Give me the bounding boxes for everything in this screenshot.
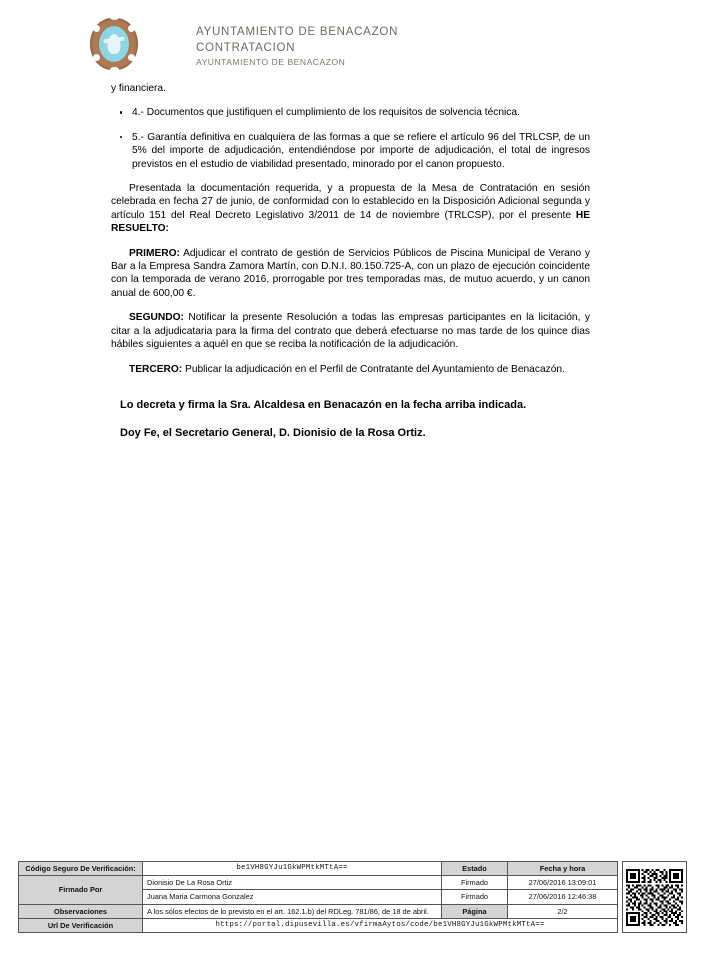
- value-signer-fecha-1: 27/06/2016 13:09:01: [508, 876, 618, 890]
- column-header-pagina: Página: [442, 904, 508, 918]
- primero-label: PRIMERO:: [129, 247, 180, 259]
- list-item: [111, 131, 590, 171]
- value-signer-name-2: Juana Maria Carmona Gonzalez: [143, 890, 442, 904]
- header-org-name: AYUNTAMIENTO DE BENACAZON: [196, 26, 399, 38]
- value-signer-name-1: Dionisio De La Rosa Ortiz: [143, 876, 442, 890]
- column-header-estado: Estado: [442, 862, 508, 876]
- value-signer-estado-1: Firmado: [442, 876, 508, 890]
- paragraph-primero: [111, 247, 590, 301]
- label-csv: Código Seguro De Verificación:: [19, 862, 143, 876]
- table-row: [19, 918, 618, 932]
- header-department: CONTRATACION: [196, 42, 296, 54]
- document-header: [0, 0, 705, 80]
- value-csv-code: be1VH8GYJu1GkWPMtkMTtA==: [143, 862, 442, 876]
- value-signer-fecha-2: 27/06/2016 12:46:38: [508, 890, 618, 904]
- table-row: [19, 862, 618, 876]
- decree-statement: Lo decreta y firma la Sra. Alcaldesa en Benacazón en la fecha arriba indicada.: [120, 398, 527, 411]
- presentada-text: Presentada la documentación requerida, y a propuesta de la Mesa de Contratación en sesión celebrada en fecha 27 de junio, de conformidad con lo establecido en la Disposición Adicional segunda y artículo 151 del Real Decreto Legislativo 3/2011 de 14 de noviembre (TRLCSP), por el presente: [111, 183, 590, 221]
- document-body: [111, 82, 590, 455]
- table-row: [19, 904, 618, 918]
- bullet-item-5-text: 5.- Garantía definitiva en cualquiera de las formas a que se refiere el artículo 96 del TRLCSP, de un 5% del importe de adjudicación, entendiéndose por importe de adjudicación, el total de ingresos previstos en el estudio de viabilidad presentado, minorado por el canon propuesto.: [132, 131, 590, 170]
- value-signer-estado-2: Firmado: [442, 890, 508, 904]
- value-verification-url[interactable]: https://portal.dipusevilla.es/vfirmaAytos/code/be1VH8GYJu1GkWPMtkMTtA==: [143, 918, 618, 932]
- bullet-item-4-text: 4.- Documentos que justifiquen el cumplimiento de los requisitos de solvencia técnica.: [132, 107, 520, 119]
- label-firmado-por: Firmado Por: [19, 876, 143, 904]
- header-org-subtitle: AYUNTAMIENTO DE BENACAZON: [196, 57, 346, 67]
- label-observaciones: Observaciones: [19, 904, 143, 918]
- label-url-verificacion: Url De Verificación: [19, 918, 143, 932]
- list-item: [111, 106, 590, 119]
- tercero-label: TERCERO:: [129, 363, 183, 375]
- tercero-text: Publicar la adjudicación en el Perfil de Contratante del Ayuntamiento de Benacazón.: [182, 363, 565, 375]
- bullet-icon: [120, 136, 122, 138]
- doy-fe-statement: Doy Fe, el Secretario General, D. Dionisio de la Rosa Ortiz.: [120, 427, 426, 440]
- paragraph-presentada: [111, 182, 590, 236]
- paragraph-tercero: [111, 363, 590, 376]
- column-header-fecha-hora: Fecha y hora: [508, 862, 618, 876]
- value-observaciones: A los sólos efectos de lo previsto en el art. 162.1.b) del RDLeg. 781/86, de 18 de abril.: [143, 904, 442, 918]
- primero-text: Adjudicar el contrato de gestión de Servicios Públicos de Piscina Municipal de Verano y Bar a la Empresa Sandra Zamora Martín, con D.N.I. 80.150.725-A, con un plazo de ejecución coincidente con la temporada de verano 2016, prorrogable por tres temporadas mas, de mutuo acuerdo, y un canon anual de 600,00 €.: [111, 247, 590, 299]
- paragraph-segundo: [111, 311, 590, 351]
- he-resuelto-emphasis: HE RESUELTO:: [111, 209, 590, 235]
- verification-table: [18, 861, 618, 933]
- header-org-block: [196, 24, 398, 69]
- value-pagina: 2/2: [508, 904, 618, 918]
- coat-of-arms-icon: [88, 16, 140, 72]
- table-row: [19, 876, 618, 890]
- segundo-label: SEGUNDO:: [129, 312, 184, 324]
- verification-footer: [18, 861, 687, 933]
- segundo-text: Notificar la presente Resolución a todas las empresas participantes en la licitación, y citar a la adjudicataria para la firma del contrato que deberá efectuarse no mas tarde de los quince dias hábiles siguientes a aquél en que se reciba la notificación de la adjudicación.: [111, 312, 590, 351]
- qr-code[interactable]: [622, 861, 687, 933]
- bullet-icon: [120, 111, 122, 113]
- continued-text: y financiera.: [111, 83, 166, 94]
